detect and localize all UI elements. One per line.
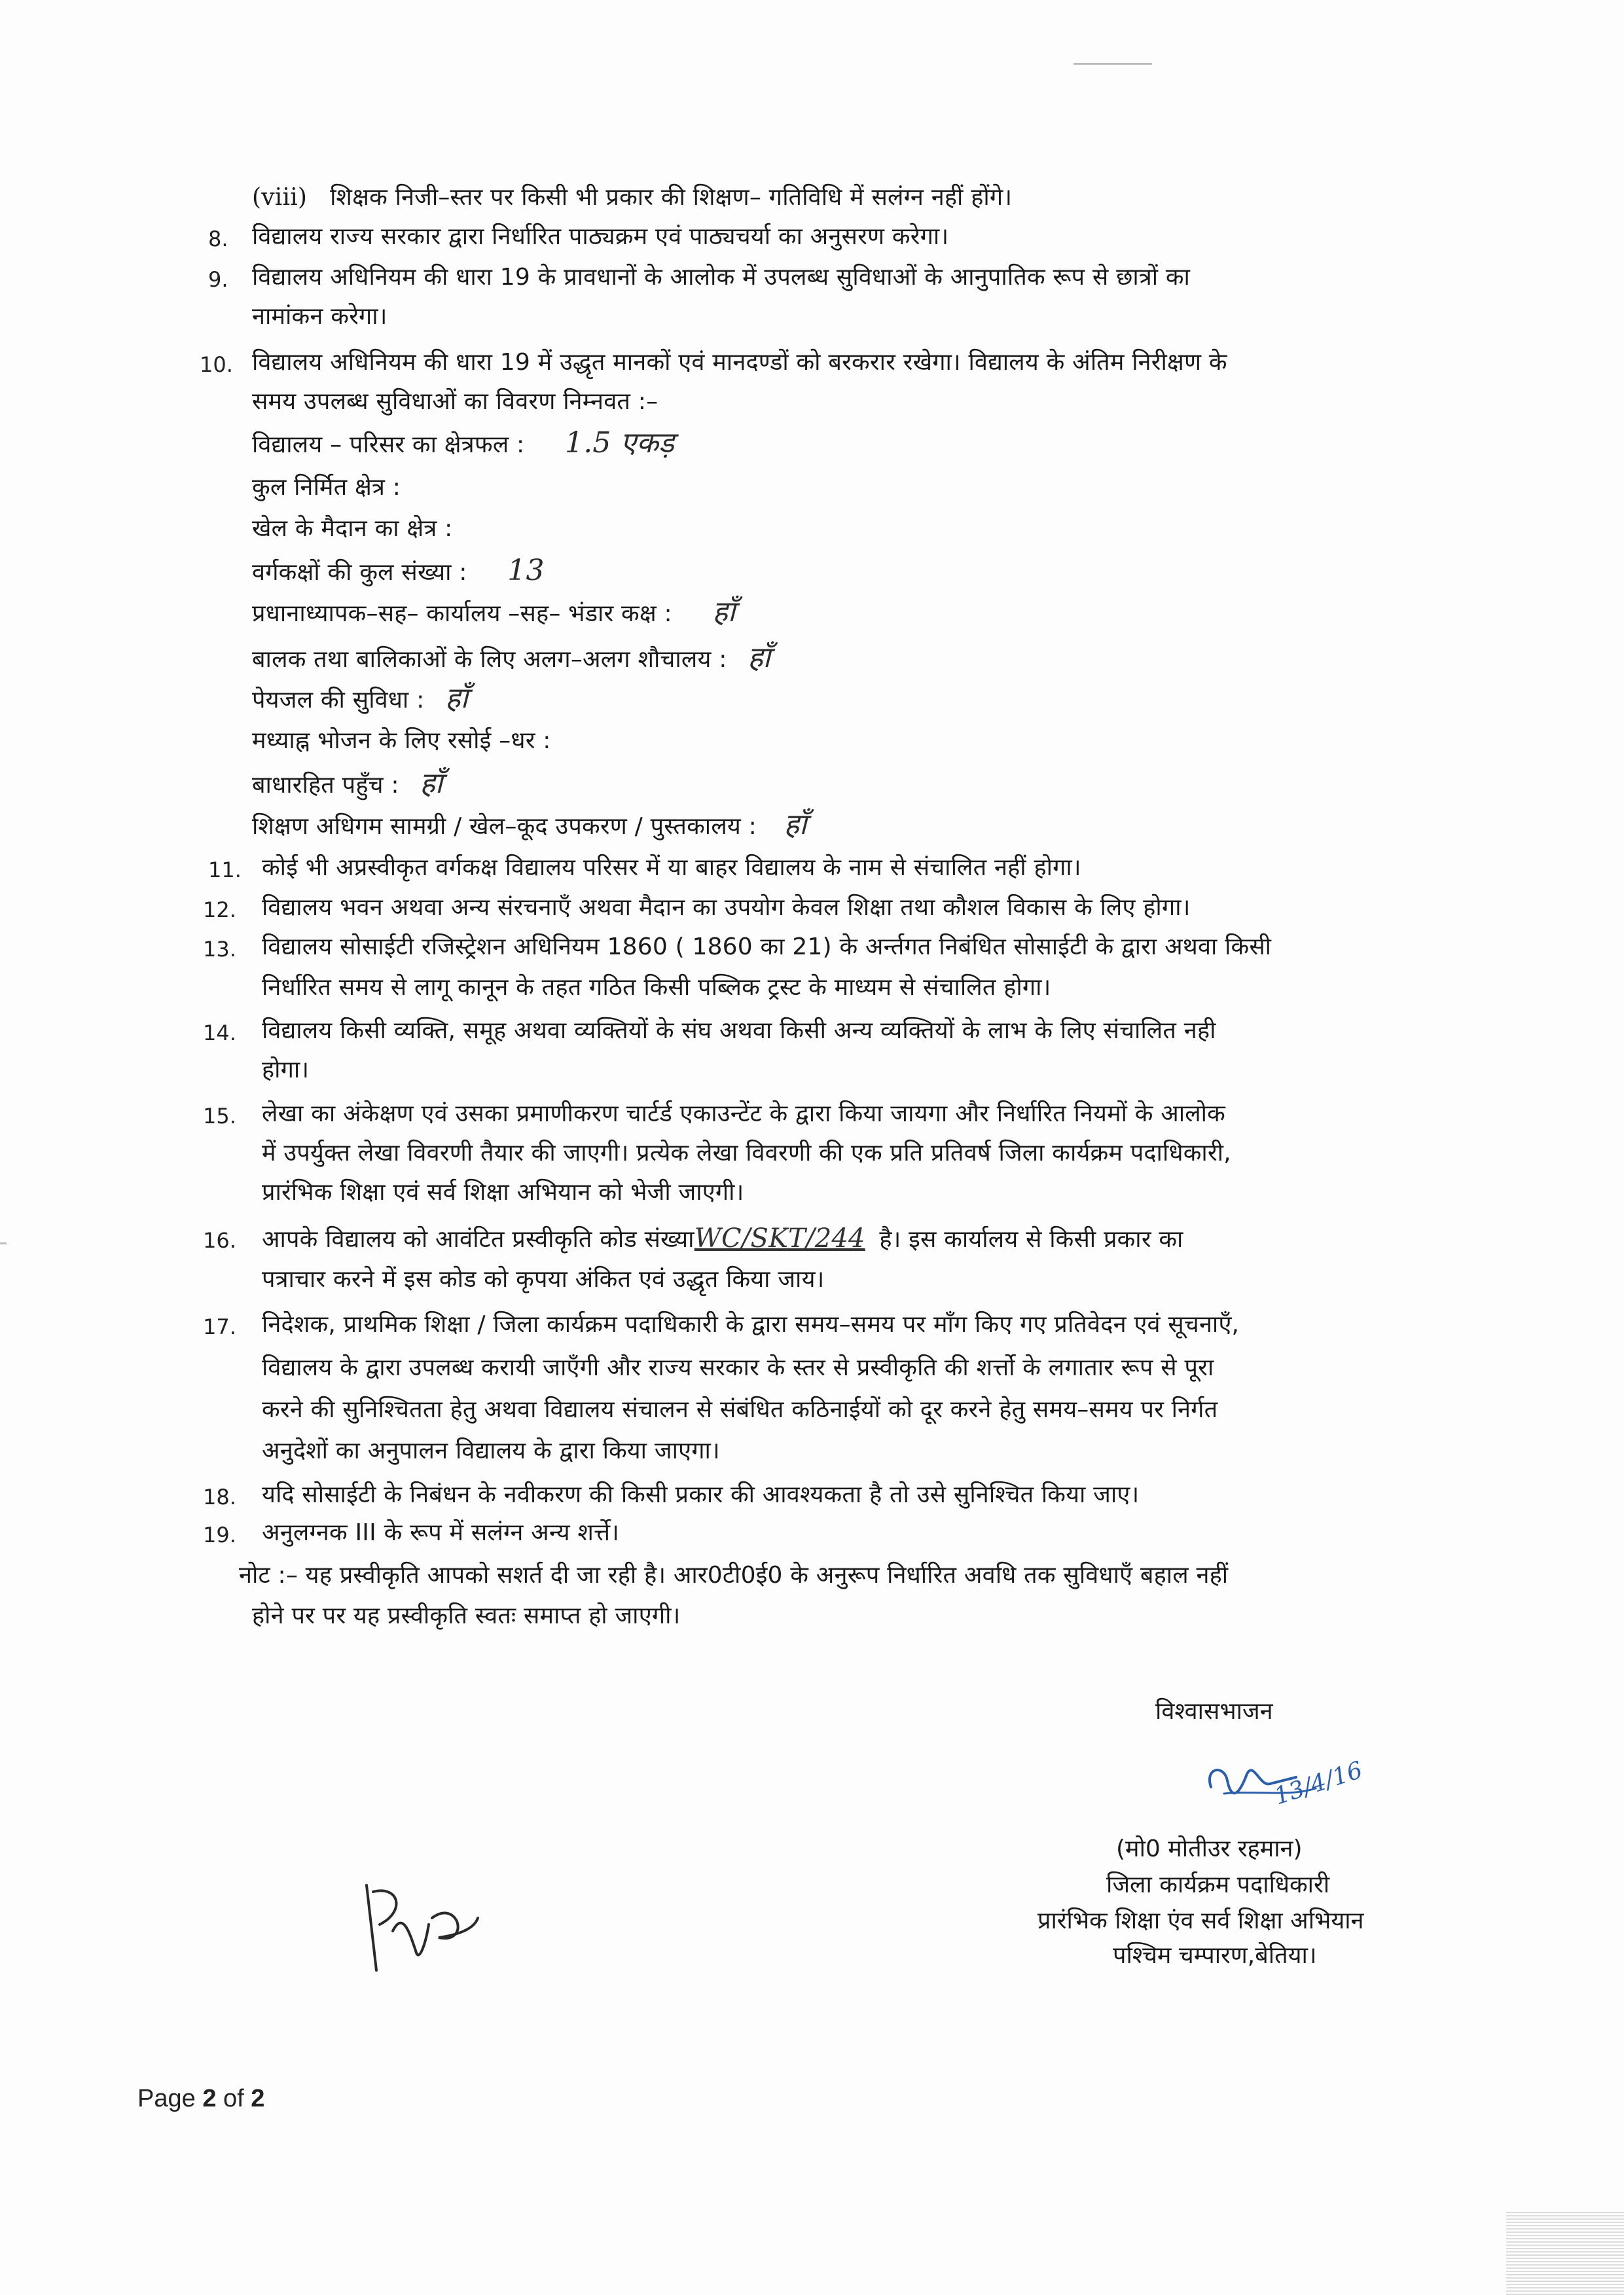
item-10-line1: विद्यालय अधिनियम की धारा 19 में उद्धृत मानकों एवं मानदण्डों को बरकरार रखेगा। विद्यालय के अंतिम निरीक्षण के xyxy=(252,349,1227,376)
item-text: शिक्षक निजी–स्तर पर किसी भी प्रकार की शिक्षण– गतिविधि में सलंग्न नहीं होंगे। xyxy=(330,184,1013,211)
scan-noise xyxy=(1506,2210,1624,2295)
facility-label: मध्याह्न भोजन के लिए रसोई –धर : xyxy=(252,727,551,754)
item-9-line2: नामांकन करेगा। xyxy=(252,303,388,330)
note-line1: नोट :– यह प्रस्वीकृति आपको सशर्त दी जा रही है। आर0टी0ई0 के अनुरूप निर्धारित अवधि तक सुविधाएँ बहाल नहीं xyxy=(239,1562,1229,1589)
item-number: 8. xyxy=(208,226,228,251)
item-17-line4: अनुदेशों का अनुपालन विद्यालय के द्वारा किया जाएगा। xyxy=(262,1437,720,1464)
scan-mark-left xyxy=(0,1242,7,1244)
item-number: 10. xyxy=(200,352,233,377)
officer-department: प्रारंभिक शिक्षा एंव सर्व शिक्षा अभियान xyxy=(1038,1907,1364,1934)
item-14-line2: होगा। xyxy=(262,1057,310,1083)
recognition-code: WC/SKT/244 xyxy=(694,1223,865,1254)
facility-label: विद्यालय – परिसर का क्षेत्रफल : xyxy=(252,431,525,458)
item-number: (viii) xyxy=(252,184,308,211)
officer-designation: जिला कार्यक्रम पदाधिकारी xyxy=(1106,1871,1330,1898)
item-number: 13. xyxy=(203,937,236,962)
facility-label: पेयजल की सुविधा : xyxy=(252,687,425,714)
facility-label: खेल के मैदान का क्षेत्र : xyxy=(252,515,453,542)
item-17-line3: करने की सुनिश्चितता हेतु अथवा विद्यालय संचालन से संबंधित कठिनाईयों को दूर करने हेतु समय–समय पर निर्गत xyxy=(262,1396,1218,1423)
item-17-line2: विद्यालय के द्वारा उपलब्ध करायी जाएँगी और राज्य सरकार के स्तर से प्रस्वीकृति की शर्त्तो के लगातार रूप से पूरा xyxy=(262,1354,1214,1381)
item-15-line1: लेखा का अंकेक्षण एवं उसका प्रमाणीकरण चार्टर्ड एकाउन्टेंट के द्वारा किया जायगा और निर्धारित नियमों के आलोक xyxy=(262,1100,1226,1127)
item-19: अनुलग्नक III के रूप में सलंग्न अन्य शर्त्ते। xyxy=(262,1519,620,1546)
scan-mark-top xyxy=(1074,63,1152,65)
item-14-line1: विद्यालय किसी व्यक्ति, समूह अथवा व्यक्तियों के संघ अथवा किसी अन्य व्यक्तियों के लाभ के लिए संचालित नही xyxy=(262,1017,1216,1044)
facility-value: हाँ xyxy=(784,808,807,841)
item-number: 17. xyxy=(203,1314,236,1339)
item-13-line2: निर्धारित समय से लागू कानून के तहत गठित किसी पब्लिक ट्रस्ट के माध्यम से संचालित होगा। xyxy=(262,974,1051,1001)
item-15-line2: में उपर्युक्त लेखा विवरणी तैयार की जाएगी। प्रत्येक लेखा विवरणी की एक प्रति प्रतिवर्ष जिला कार्यक्रम पदाधिकारी, xyxy=(262,1140,1231,1166)
item-16-text-b: है। इस कार्यालय से किसी प्रकार का xyxy=(879,1226,1183,1253)
item-8: विद्यालय राज्य सरकार द्वारा निर्धारित पाठ्यक्रम एवं पाठ्यचर्या का अनुसरण करेगा। xyxy=(252,223,949,250)
item-17-line1: निदेशक, प्राथमिक शिक्षा / जिला कार्यक्रम पदाधिकारी के द्वारा समय–समय पर माँग किए गए प्रतिवेदन एवं सूचनाएँ, xyxy=(262,1311,1240,1338)
footer-middle: of xyxy=(216,2085,251,2112)
item-number: 12. xyxy=(203,897,236,922)
handwritten-initials xyxy=(347,1872,491,1990)
item-13-line1: विद्यालय सोसाईटी रजिस्ट्रेशन अधिनियम 1860 ( 1860 का 21) के अर्न्तगत निबंधित सोसाईटी के द्वारा अथवा किसी xyxy=(262,933,1272,960)
facility-value: हाँ xyxy=(748,641,771,674)
facility-built-area xyxy=(252,473,401,502)
item-number: 9. xyxy=(208,267,228,292)
facility-learning-material xyxy=(252,810,807,841)
item-number: 15. xyxy=(203,1104,236,1129)
facility-classroom-count xyxy=(252,556,545,587)
total-pages: 2 xyxy=(251,2085,265,2112)
page-footer xyxy=(137,2085,264,2113)
facility-drinking-water xyxy=(252,681,469,715)
facility-label: कुल निर्मित क्षेत्र : xyxy=(252,474,401,501)
item-number: 14. xyxy=(203,1021,236,1045)
facility-kitchen xyxy=(252,727,551,755)
item-18: यदि सोसाईटी के निबंधन के नवीकरण की किसी प्रकार की आवश्यकता है तो उसे सुनिश्चित किया जाए। xyxy=(262,1481,1140,1508)
item-number: 16. xyxy=(203,1228,236,1253)
facility-label: शिक्षण अधिगम सामग्री / खेल–कूद उपकरण / पुस्तकालय : xyxy=(252,813,757,840)
current-page-number: 2 xyxy=(202,2085,217,2112)
facility-label: वर्गकक्षों की कुल संख्या : xyxy=(252,559,467,586)
closing-salutation: विश्वासभाजन xyxy=(1155,1698,1273,1725)
facility-headmaster-office xyxy=(252,595,736,628)
item-16-text-a: आपके विद्यालय को आवंटित प्रस्वीकृति कोड संख्या xyxy=(262,1226,695,1253)
facility-label: प्रधानाध्यापक–सह– कार्यालय –सह– भंडार कक्ष : xyxy=(252,600,672,627)
item-number: 11. xyxy=(208,858,242,882)
officer-name: (मो0 मोतीउर रहमान) xyxy=(1116,1835,1303,1862)
item-number: 19. xyxy=(203,1523,236,1547)
item-11: कोई भी अप्रस्वीकृत वर्गकक्ष विद्यालय परिसर में या बाहर विद्यालय के नाम से संचालित नहीं होगा। xyxy=(262,854,1081,881)
item-9-line1: विद्यालय अधिनियम की धारा 19 के प्रावधानों के आलोक में उपलब्ध सुविधाओं के आनुपातिक रूप से छात्रों का xyxy=(252,264,1191,291)
item-16-line1 xyxy=(262,1224,1183,1254)
item-12: विद्यालय भवन अथवा अन्य संरचनाएँ अथवा मैदान का उपयोग केवल शिक्षा तथा कौशल विकास के लिए होगा। xyxy=(262,894,1191,921)
footer-prefix: Page xyxy=(137,2085,203,2112)
item-number: 18. xyxy=(203,1485,236,1509)
facility-value: हाँ xyxy=(712,595,736,628)
facility-barrier-free xyxy=(252,769,442,800)
facility-value: 13 xyxy=(507,554,545,587)
item-15-line3: प्रारंभिक शिक्षा एवं सर्व शिक्षा अभियान को भेजी जाएगी। xyxy=(262,1179,744,1206)
facility-value: हाँ xyxy=(445,681,469,715)
facility-campus-area xyxy=(252,426,675,460)
facility-label: बालक तथा बालिकाओं के लिए अलग–अलग शौचालय : xyxy=(252,646,727,673)
item-16-line2: पत्राचार करने में इस कोड को कृपया अंकित एवं उद्धृत किया जाय। xyxy=(262,1266,825,1293)
officer-location: पश्चिम चम्पारण,बेतिया। xyxy=(1113,1942,1317,1969)
facility-toilets xyxy=(252,643,770,674)
item-viii xyxy=(252,183,1012,212)
facility-value: 1.5 एकड़ xyxy=(565,426,675,460)
note-line2: होने पर पर यह प्रस्वीकृति स्वतः समाप्त हो जाएगी। xyxy=(252,1602,681,1629)
facility-value: हाँ xyxy=(420,767,443,800)
facility-playground-area xyxy=(252,515,452,543)
item-10-line2: समय उपलब्ध सुविधाओं का विवरण निम्नवत :– xyxy=(252,388,659,415)
handwritten-date: 13/4/16 xyxy=(1271,1756,1366,1811)
facility-label: बाधारहित पहुँच : xyxy=(252,772,399,799)
